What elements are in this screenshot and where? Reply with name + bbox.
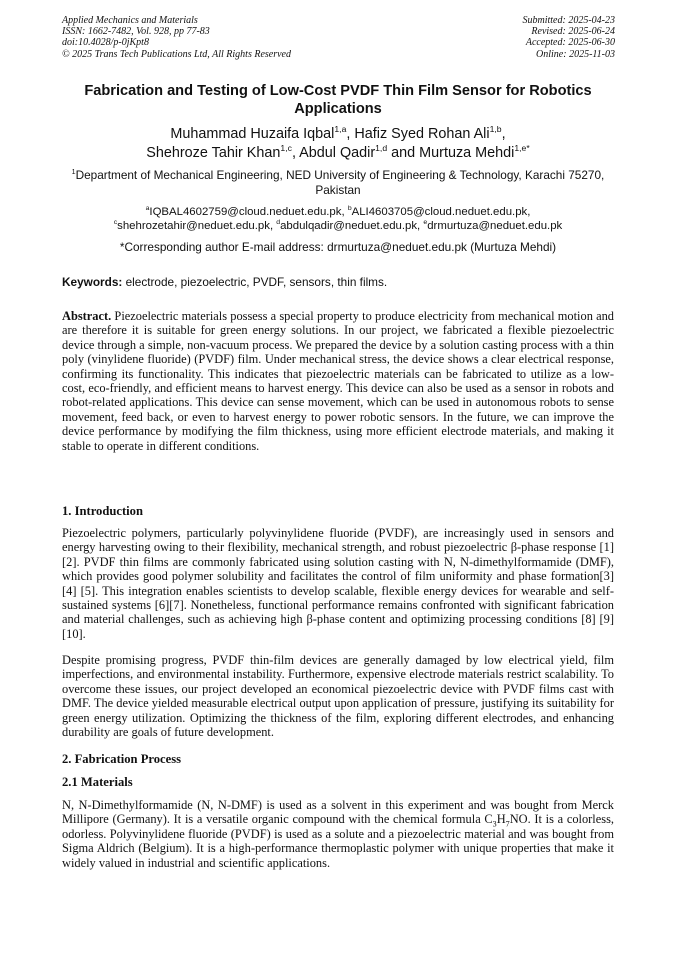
keywords-label: Keywords: bbox=[62, 275, 123, 289]
copyright-line: © 2025 Trans Tech Publications Ltd, All Rights Reserved bbox=[62, 48, 291, 60]
affiliation bbox=[62, 168, 614, 197]
author-name: Hafiz Syed Rohan Ali bbox=[354, 126, 490, 142]
subsection-heading-materials: 2.1 Materials bbox=[62, 775, 133, 789]
author-sup: 1,a bbox=[334, 124, 347, 135]
email-link[interactable]: ALI4603705@cloud.neduet.edu.pk, bbox=[351, 206, 531, 218]
submitted-date: Submitted: 2025-04-23 bbox=[522, 15, 615, 26]
dates-info bbox=[523, 15, 616, 60]
section-heading-fabrication: 2. Fabrication Process bbox=[62, 752, 182, 766]
section-heading-introduction: 1. Introduction bbox=[62, 504, 143, 518]
author-separator: , bbox=[346, 126, 355, 142]
doi-line: doi:10.4028/p-0jKpt8 bbox=[62, 37, 149, 49]
email-sup: e bbox=[423, 219, 428, 227]
affiliation-sup: 1 bbox=[71, 168, 76, 177]
email-link[interactable]: shehrozetahir@neduet.edu.pk, bbox=[117, 220, 277, 232]
journal-name: Applied Mechanics and Materials bbox=[62, 15, 198, 26]
author-name: Muhammad Huzaifa Iqbal bbox=[170, 126, 335, 142]
introduction-paragraph-2: Despite promising progress, PVDF thin-film devices are generally damaged by low electrical yield, film imperfections, and environmental instability. Furthermore, expensive electrode materials restrict scalability. To overcome these issues, our project developed an economical piezoelectric device with PVDF films cast with DMF. The device yielded measurable electrical output upon application of pressure, justifying its suitability for green energy utilization. Optimizing the thickness of the film, exploring different electrodes, and enhancing durability are goals of future development. bbox=[62, 653, 614, 740]
corresponding-author: *Corresponding author E-mail address: drmurtuza@neduet.edu.pk (Murtuza Mehdi) bbox=[119, 240, 557, 254]
email-sup: c bbox=[113, 219, 118, 227]
email-list bbox=[62, 205, 614, 233]
paper-title: Fabrication and Testing of Low-Cost PVDF Thin Film Sensor for Robotics Applications bbox=[84, 83, 592, 117]
author-sup: 1,d bbox=[375, 143, 388, 154]
keywords-text: electrode, piezoelectric, PVDF, sensors, thin films. bbox=[122, 275, 388, 289]
issn-line: ISSN: 1662-7482, Vol. 928, pp 77-83 bbox=[62, 26, 210, 38]
materials-paragraph bbox=[62, 798, 614, 870]
abstract bbox=[62, 309, 614, 453]
formula-h: H bbox=[496, 812, 506, 827]
abstract-label: Abstract. bbox=[62, 309, 112, 323]
author-separator: , bbox=[291, 145, 300, 161]
materials-text-a: N, N-Dimethylformamide (N, N-DMF) is used as a solvent in this experiment and was bought from Merck Millipore (Germany). It is a versatile organic compound with the chemical formula C bbox=[62, 798, 614, 827]
journal-info bbox=[62, 15, 291, 60]
formula-sub: 7 bbox=[505, 819, 510, 829]
revised-date: Revised: 2025-06-24 bbox=[531, 26, 615, 38]
author-sup: 1,b bbox=[489, 124, 502, 135]
email-sup: d bbox=[276, 219, 281, 227]
author-separator: , bbox=[501, 126, 506, 142]
author-and: and bbox=[387, 145, 420, 161]
author-name: Abdul Qadir bbox=[299, 145, 376, 161]
abstract-text: Piezoelectric materials possess a special property to produce electricity from mechanical motion and are therefore it is suitable for green energy solutions. In our project, we fabricated a flexible piezoelectric device through a simple, non-vacuum process. We prepared the device by a solution casting process with a thin poly (vinylidene fluoride) (PVDF) film. Under mechanical stress, the device shows a clear electrical response, confirming its functionality. This indicates that piezoelectric materials can be fabricated to utilize as a low-cost, eco-friendly, and efficient means to harvest energy. This device can also be used as a sensor in robots and robot-related applications. This device can sense movement, which can be used in autonomous robots to sense movement, feed back, or even to harvest energy to power robotic sensors. In the future, we can improve the device performance by modifying the film thickness, using more efficient electrode materials, and making it stable to operate in different conditions. bbox=[62, 309, 614, 453]
introduction-paragraph-1: Piezoelectric polymers, particularly polyvinylidene fluoride (PVDF), are increasingly used in sensors and energy harvesting owing to their flexibility, mechanical strength, and robust piezoelectric β-phase response [1] [2]. PVDF thin films are commonly fabricated using solution casting with N, N-dimethylformamide (DMF), which provides good polymer solubility and facilitates the control of film uniformity and phase formation[3][4] [5]. This integration enables scientists to develop scalable, flexible energy devices for wearable and self-sustained systems [6][7]. Nonetheless, functional performance remains confronted with significant fabrication and material challenges, such as achieving high β-phase content and optimizing processing conditions [8] [9][10]. bbox=[62, 526, 614, 641]
email-link[interactable]: IQBAL4602759@cloud.neduet.edu.pk, bbox=[149, 206, 348, 218]
keywords bbox=[62, 275, 614, 289]
materials-text-b: NO. It is a colorless, odorless. Polyvinylidene fluoride (PVDF) is used as a solute and a piezoelectric material and was bought from Sigma Aldrich (Belgium). It is a high-performance thermoplastic polymer with unique properties that make it widely valued in industrial and scientific applications. bbox=[62, 812, 614, 870]
affiliation-text: Department of Mechanical Engineering, NED University of Engineering & Technology, Karachi 75270, Pakistan bbox=[75, 168, 605, 197]
author-name: Murtuza Mehdi bbox=[419, 145, 515, 161]
author-sup: 1,c bbox=[280, 143, 292, 154]
email-link[interactable]: abdulqadir@neduet.edu.pk, bbox=[280, 220, 424, 232]
online-date: Online: 2025-11-03 bbox=[536, 48, 615, 60]
email-link[interactable]: drmurtuza@neduet.edu.pk bbox=[427, 220, 563, 232]
email-sup: a bbox=[145, 205, 150, 213]
formula-sub: 3 bbox=[492, 819, 497, 829]
author-list bbox=[62, 125, 614, 163]
accepted-date: Accepted: 2025-06-30 bbox=[525, 37, 615, 49]
author-name: Shehroze Tahir Khan bbox=[146, 145, 281, 161]
author-sup: 1,e* bbox=[514, 143, 530, 154]
email-sup: b bbox=[347, 205, 352, 213]
